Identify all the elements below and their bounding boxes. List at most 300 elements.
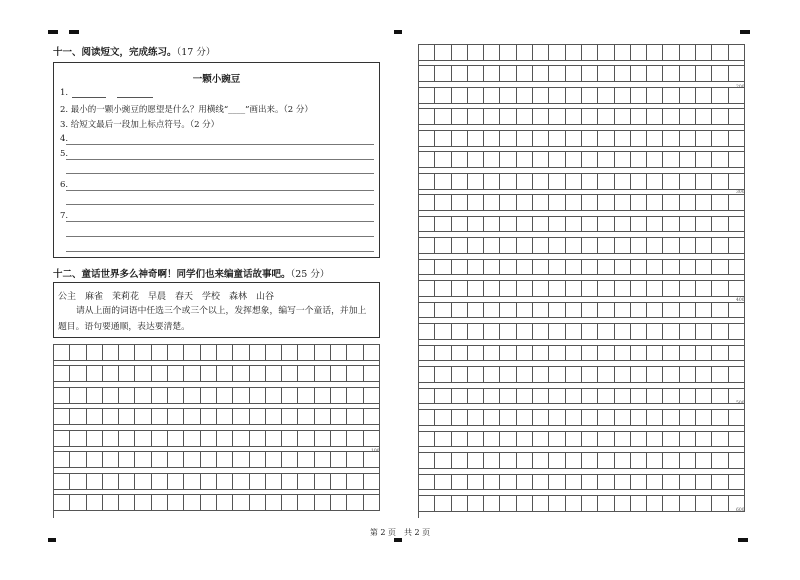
grid-cell[interactable] [729, 475, 745, 491]
grid-cell[interactable] [298, 495, 314, 511]
grid-cell[interactable] [615, 152, 631, 168]
grid-cell[interactable] [70, 388, 86, 404]
grid-cell[interactable] [135, 366, 151, 382]
grid-cell[interactable] [364, 452, 380, 468]
grid-cell[interactable] [549, 453, 565, 469]
grid-cell[interactable] [233, 409, 249, 425]
grid-cell[interactable] [712, 238, 728, 254]
grid-cell[interactable] [647, 389, 663, 405]
grid-cell[interactable] [152, 431, 168, 447]
grid-cell[interactable] [500, 217, 516, 233]
grid-cell[interactable] [452, 152, 468, 168]
grid-cell[interactable] [647, 109, 663, 125]
grid-cell[interactable] [696, 152, 712, 168]
grid-cell[interactable] [647, 367, 663, 383]
grid-cell[interactable] [696, 410, 712, 426]
grid-cell[interactable] [582, 303, 598, 319]
grid-cell[interactable] [566, 303, 582, 319]
answer-blank[interactable] [117, 97, 153, 98]
grid-cell[interactable] [364, 474, 380, 490]
grid-cell[interactable] [119, 366, 135, 382]
grid-cell[interactable] [484, 45, 500, 61]
grid-cell[interactable] [484, 88, 500, 104]
grid-cell[interactable] [484, 238, 500, 254]
grid-cell[interactable] [566, 260, 582, 276]
grid-cell[interactable] [631, 453, 647, 469]
grid-cell[interactable] [517, 367, 533, 383]
grid-cell[interactable] [119, 474, 135, 490]
grid-cell[interactable] [533, 174, 549, 190]
grid-cell[interactable] [566, 88, 582, 104]
grid-cell[interactable] [517, 453, 533, 469]
grid-cell[interactable] [347, 431, 363, 447]
grid-cell[interactable] [87, 495, 103, 511]
grid-cell[interactable] [468, 410, 484, 426]
grid-cell[interactable] [484, 131, 500, 147]
grid-cell[interactable] [566, 410, 582, 426]
grid-cell[interactable] [631, 260, 647, 276]
grid-cell[interactable] [533, 346, 549, 362]
grid-cell[interactable] [582, 475, 598, 491]
grid-cell[interactable] [712, 195, 728, 211]
grid-cell[interactable] [54, 452, 70, 468]
grid-cell[interactable] [680, 496, 696, 512]
grid-cell[interactable] [696, 432, 712, 448]
grid-cell[interactable] [484, 303, 500, 319]
grid-cell[interactable] [663, 217, 679, 233]
grid-cell[interactable] [598, 281, 614, 297]
grid-cell[interactable] [631, 281, 647, 297]
grid-cell[interactable] [152, 388, 168, 404]
grid-cell[interactable] [217, 345, 233, 361]
grid-cell[interactable] [598, 260, 614, 276]
grid-cell[interactable] [435, 324, 451, 340]
grid-cell[interactable] [647, 131, 663, 147]
grid-cell[interactable] [729, 410, 745, 426]
grid-cell[interactable] [647, 88, 663, 104]
grid-cell[interactable] [419, 131, 435, 147]
grid-cell[interactable] [119, 409, 135, 425]
grid-cell[interactable] [631, 496, 647, 512]
grid-cell[interactable] [598, 303, 614, 319]
grid-cell[interactable] [549, 367, 565, 383]
grid-cell[interactable] [663, 131, 679, 147]
grid-cell[interactable] [680, 109, 696, 125]
grid-cell[interactable] [533, 324, 549, 340]
grid-cell[interactable] [419, 66, 435, 82]
grid-cell[interactable] [598, 475, 614, 491]
grid-cell[interactable] [663, 281, 679, 297]
grid-cell[interactable] [250, 474, 266, 490]
grid-cell[interactable] [250, 366, 266, 382]
answer-blank[interactable] [72, 97, 106, 98]
grid-cell[interactable] [419, 260, 435, 276]
grid-cell[interactable] [315, 431, 331, 447]
grid-cell[interactable] [582, 496, 598, 512]
grid-cell[interactable] [201, 366, 217, 382]
grid-cell[interactable] [631, 303, 647, 319]
grid-cell[interactable] [484, 367, 500, 383]
grid-cell[interactable] [468, 303, 484, 319]
grid-cell[interactable] [533, 281, 549, 297]
grid-cell[interactable] [663, 260, 679, 276]
grid-cell[interactable] [615, 432, 631, 448]
grid-cell[interactable] [266, 431, 282, 447]
grid-cell[interactable] [729, 303, 745, 319]
grid-cell[interactable] [468, 88, 484, 104]
grid-cell[interactable] [331, 495, 347, 511]
grid-cell[interactable] [533, 432, 549, 448]
grid-cell[interactable] [680, 324, 696, 340]
grid-cell[interactable] [549, 281, 565, 297]
grid-cell[interactable] [484, 109, 500, 125]
grid-cell[interactable] [615, 88, 631, 104]
grid-cell[interactable] [347, 409, 363, 425]
grid-cell[interactable] [566, 195, 582, 211]
grid-cell[interactable] [663, 432, 679, 448]
grid-cell[interactable] [631, 475, 647, 491]
grid-cell[interactable] [598, 66, 614, 82]
grid-cell[interactable] [598, 109, 614, 125]
grid-cell[interactable] [500, 389, 516, 405]
grid-cell[interactable] [663, 303, 679, 319]
grid-cell[interactable] [598, 410, 614, 426]
grid-cell[interactable] [500, 152, 516, 168]
grid-cell[interactable] [517, 152, 533, 168]
grid-cell[interactable] [435, 45, 451, 61]
grid-cell[interactable] [135, 452, 151, 468]
grid-cell[interactable] [680, 367, 696, 383]
grid-cell[interactable] [70, 409, 86, 425]
grid-cell[interactable] [598, 346, 614, 362]
grid-cell[interactable] [103, 474, 119, 490]
grid-cell[interactable] [364, 495, 380, 511]
grid-cell[interactable] [233, 452, 249, 468]
grid-cell[interactable] [452, 324, 468, 340]
grid-cell[interactable] [631, 432, 647, 448]
grid-cell[interactable] [233, 345, 249, 361]
grid-cell[interactable] [549, 174, 565, 190]
grid-cell[interactable] [647, 174, 663, 190]
grid-cell[interactable] [729, 281, 745, 297]
grid-cell[interactable] [615, 174, 631, 190]
grid-cell[interactable] [549, 66, 565, 82]
grid-cell[interactable] [598, 367, 614, 383]
grid-cell[interactable] [452, 389, 468, 405]
grid-cell[interactable] [184, 474, 200, 490]
grid-cell[interactable] [435, 217, 451, 233]
grid-cell[interactable] [680, 303, 696, 319]
grid-cell[interactable] [680, 131, 696, 147]
grid-cell[interactable] [696, 367, 712, 383]
answer-line[interactable] [66, 204, 374, 205]
grid-cell[interactable] [435, 389, 451, 405]
grid-cell[interactable] [712, 88, 728, 104]
grid-cell[interactable] [517, 475, 533, 491]
grid-cell[interactable] [468, 496, 484, 512]
grid-cell[interactable] [533, 496, 549, 512]
grid-cell[interactable] [452, 367, 468, 383]
grid-cell[interactable] [615, 324, 631, 340]
grid-cell[interactable] [680, 475, 696, 491]
grid-cell[interactable] [184, 452, 200, 468]
grid-cell[interactable] [419, 367, 435, 383]
grid-cell[interactable] [696, 475, 712, 491]
grid-cell[interactable] [250, 409, 266, 425]
grid-cell[interactable] [484, 66, 500, 82]
grid-cell[interactable] [631, 45, 647, 61]
grid-cell[interactable] [484, 496, 500, 512]
grid-cell[interactable] [680, 45, 696, 61]
grid-cell[interactable] [419, 238, 435, 254]
grid-cell[interactable] [582, 346, 598, 362]
grid-cell[interactable] [729, 88, 745, 104]
grid-cell[interactable] [419, 346, 435, 362]
grid-cell[interactable] [364, 345, 380, 361]
grid-cell[interactable] [70, 345, 86, 361]
grid-cell[interactable] [582, 324, 598, 340]
grid-cell[interactable] [184, 431, 200, 447]
grid-cell[interactable] [712, 389, 728, 405]
grid-cell[interactable] [184, 409, 200, 425]
grid-cell[interactable] [500, 66, 516, 82]
grid-cell[interactable] [500, 410, 516, 426]
grid-cell[interactable] [729, 174, 745, 190]
grid-cell[interactable] [696, 281, 712, 297]
grid-cell[interactable] [484, 195, 500, 211]
grid-cell[interactable] [729, 45, 745, 61]
grid-cell[interactable] [696, 238, 712, 254]
grid-cell[interactable] [468, 281, 484, 297]
grid-cell[interactable] [647, 45, 663, 61]
grid-cell[interactable] [152, 452, 168, 468]
grid-cell[interactable] [517, 217, 533, 233]
grid-cell[interactable] [282, 409, 298, 425]
grid-cell[interactable] [517, 410, 533, 426]
grid-cell[interactable] [712, 432, 728, 448]
grid-cell[interactable] [680, 174, 696, 190]
grid-cell[interactable] [663, 45, 679, 61]
grid-cell[interactable] [315, 388, 331, 404]
grid-cell[interactable] [500, 475, 516, 491]
grid-cell[interactable] [331, 452, 347, 468]
grid-cell[interactable] [615, 389, 631, 405]
grid-cell[interactable] [484, 432, 500, 448]
grid-cell[interactable] [500, 88, 516, 104]
grid-cell[interactable] [647, 432, 663, 448]
grid-cell[interactable] [647, 66, 663, 82]
grid-cell[interactable] [135, 495, 151, 511]
grid-cell[interactable] [331, 409, 347, 425]
grid-cell[interactable] [566, 109, 582, 125]
grid-cell[interactable] [135, 431, 151, 447]
grid-cell[interactable] [168, 452, 184, 468]
grid-cell[interactable] [549, 195, 565, 211]
grid-cell[interactable] [266, 345, 282, 361]
grid-cell[interactable] [315, 452, 331, 468]
grid-cell[interactable] [87, 474, 103, 490]
grid-cell[interactable] [615, 195, 631, 211]
grid-cell[interactable] [549, 152, 565, 168]
grid-cell[interactable] [484, 453, 500, 469]
grid-cell[interactable] [331, 431, 347, 447]
grid-cell[interactable] [549, 238, 565, 254]
grid-cell[interactable] [533, 238, 549, 254]
grid-cell[interactable] [184, 495, 200, 511]
grid-cell[interactable] [484, 152, 500, 168]
grid-cell[interactable] [582, 260, 598, 276]
grid-cell[interactable] [500, 303, 516, 319]
grid-cell[interactable] [452, 260, 468, 276]
grid-cell[interactable] [484, 260, 500, 276]
grid-cell[interactable] [347, 495, 363, 511]
answer-line[interactable] [66, 144, 374, 145]
grid-cell[interactable] [533, 131, 549, 147]
grid-cell[interactable] [103, 366, 119, 382]
grid-cell[interactable] [168, 409, 184, 425]
grid-cell[interactable] [452, 238, 468, 254]
grid-cell[interactable] [282, 452, 298, 468]
grid-cell[interactable] [152, 366, 168, 382]
grid-cell[interactable] [582, 238, 598, 254]
grid-cell[interactable] [533, 88, 549, 104]
grid-cell[interactable] [566, 45, 582, 61]
grid-cell[interactable] [663, 410, 679, 426]
grid-cell[interactable] [729, 195, 745, 211]
grid-cell[interactable] [70, 431, 86, 447]
grid-cell[interactable] [452, 496, 468, 512]
grid-cell[interactable] [696, 195, 712, 211]
grid-cell[interactable] [631, 217, 647, 233]
grid-cell[interactable] [435, 453, 451, 469]
grid-cell[interactable] [217, 452, 233, 468]
grid-cell[interactable] [533, 410, 549, 426]
grid-cell[interactable] [484, 410, 500, 426]
grid-cell[interactable] [500, 324, 516, 340]
grid-cell[interactable] [468, 346, 484, 362]
grid-cell[interactable] [582, 217, 598, 233]
grid-cell[interactable] [119, 452, 135, 468]
grid-cell[interactable] [663, 109, 679, 125]
grid-cell[interactable] [500, 109, 516, 125]
grid-cell[interactable] [663, 389, 679, 405]
grid-cell[interactable] [647, 195, 663, 211]
grid-cell[interactable] [647, 217, 663, 233]
grid-cell[interactable] [729, 131, 745, 147]
grid-cell[interactable] [152, 409, 168, 425]
grid-cell[interactable] [549, 45, 565, 61]
grid-cell[interactable] [631, 324, 647, 340]
grid-cell[interactable] [615, 217, 631, 233]
grid-cell[interactable] [631, 367, 647, 383]
grid-cell[interactable] [435, 475, 451, 491]
grid-cell[interactable] [484, 174, 500, 190]
grid-cell[interactable] [712, 303, 728, 319]
grid-cell[interactable] [631, 66, 647, 82]
grid-cell[interactable] [663, 453, 679, 469]
grid-cell[interactable] [712, 475, 728, 491]
grid-cell[interactable] [517, 109, 533, 125]
grid-cell[interactable] [729, 346, 745, 362]
grid-cell[interactable] [468, 260, 484, 276]
grid-cell[interactable] [647, 410, 663, 426]
grid-cell[interactable] [233, 495, 249, 511]
grid-cell[interactable] [680, 453, 696, 469]
grid-cell[interactable] [419, 475, 435, 491]
grid-cell[interactable] [533, 66, 549, 82]
grid-cell[interactable] [712, 217, 728, 233]
grid-cell[interactable] [729, 432, 745, 448]
grid-cell[interactable] [533, 45, 549, 61]
answer-line[interactable] [66, 251, 374, 252]
grid-cell[interactable] [582, 88, 598, 104]
grid-cell[interactable] [517, 260, 533, 276]
grid-cell[interactable] [184, 388, 200, 404]
grid-cell[interactable] [696, 174, 712, 190]
grid-cell[interactable] [533, 260, 549, 276]
grid-cell[interactable] [452, 432, 468, 448]
grid-cell[interactable] [452, 217, 468, 233]
grid-cell[interactable] [549, 496, 565, 512]
grid-cell[interactable] [103, 452, 119, 468]
grid-cell[interactable] [549, 88, 565, 104]
grid-cell[interactable] [468, 324, 484, 340]
grid-cell[interactable] [631, 152, 647, 168]
grid-cell[interactable] [468, 195, 484, 211]
grid-cell[interactable] [631, 346, 647, 362]
grid-cell[interactable] [663, 238, 679, 254]
grid-cell[interactable] [331, 474, 347, 490]
grid-cell[interactable] [364, 431, 380, 447]
grid-cell[interactable] [347, 388, 363, 404]
grid-cell[interactable] [435, 131, 451, 147]
grid-cell[interactable] [70, 474, 86, 490]
grid-cell[interactable] [282, 388, 298, 404]
grid-cell[interactable] [298, 474, 314, 490]
grid-cell[interactable] [233, 366, 249, 382]
grid-cell[interactable] [533, 389, 549, 405]
grid-cell[interactable] [598, 217, 614, 233]
grid-cell[interactable] [680, 195, 696, 211]
grid-cell[interactable] [517, 432, 533, 448]
grid-cell[interactable] [517, 88, 533, 104]
grid-cell[interactable] [298, 366, 314, 382]
grid-cell[interactable] [696, 453, 712, 469]
grid-cell[interactable] [233, 431, 249, 447]
grid-cell[interactable] [696, 260, 712, 276]
grid-cell[interactable] [615, 367, 631, 383]
grid-cell[interactable] [419, 496, 435, 512]
grid-cell[interactable] [500, 260, 516, 276]
grid-cell[interactable] [517, 195, 533, 211]
grid-cell[interactable] [435, 88, 451, 104]
grid-cell[interactable] [631, 174, 647, 190]
grid-cell[interactable] [712, 174, 728, 190]
grid-cell[interactable] [615, 346, 631, 362]
answer-line[interactable] [66, 221, 374, 222]
answer-line[interactable] [66, 173, 374, 174]
grid-cell[interactable] [598, 88, 614, 104]
grid-cell[interactable] [549, 432, 565, 448]
grid-cell[interactable] [282, 431, 298, 447]
grid-cell[interactable] [517, 174, 533, 190]
grid-cell[interactable] [549, 303, 565, 319]
grid-cell[interactable] [517, 324, 533, 340]
grid-cell[interactable] [484, 281, 500, 297]
grid-cell[interactable] [631, 195, 647, 211]
grid-cell[interactable] [566, 432, 582, 448]
grid-cell[interactable] [250, 495, 266, 511]
